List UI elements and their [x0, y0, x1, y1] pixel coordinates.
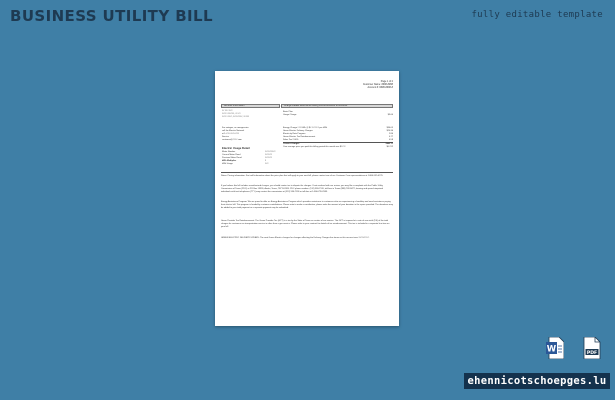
page-subtitle: fully editable template — [471, 10, 603, 20]
svg-text:W: W — [546, 344, 557, 355]
charge-row-4-value: 0.77 — [388, 136, 393, 138]
paragraph-dispute: If you believe this bill includes unauthorized charges, you should contact us to dispute the charges. If not resolved with our review, you may file a complaint with the Public Utility Commission of Texas (PUC) at PO Box 13326, Austin, Texas, 78711-3326. PUC phone number: (512) 936-7120, toll-free in Texas (888) 782-8477; hearing and speech-impaired individuals with text telephones (TTY) may contact the commission at (512) 936-7136 or toll-free at 1-800-735-2989. — [221, 185, 383, 193]
usage-value-2: ###### — [265, 154, 272, 156]
usage-value-3: ###### — [265, 157, 272, 159]
usage-title: Electric Usage Detail — [222, 146, 250, 150]
usage-label-2: Current Meter Read — [222, 154, 241, 156]
usage-label-4: kWh Multiplier — [222, 160, 237, 162]
account-line-2: #### ######, ## ## — [222, 113, 241, 115]
charge-row-4-label: Green Electric Tax Reimbursement — [283, 136, 316, 138]
usage-label-5: kWh Usage — [222, 163, 233, 165]
charge-details-header: Charge Details ####-##-## Billing Period ##/##/## to ##/##/## — [281, 104, 393, 108]
svg-text:PDF: PDF — [586, 350, 598, 356]
charge-row-1-label: Energy Charge ### kWh @ $#.###### per kWh — [283, 127, 328, 129]
charge-row-3-label: Electricity Rate Program — [283, 133, 306, 135]
pdf-document-icon[interactable] — [583, 337, 601, 359]
contact-line-2: call the Electric Network — [222, 130, 245, 132]
contact-line-1: For outages, or emergencies — [222, 127, 249, 129]
current-charges-value: $462.11 — [385, 143, 393, 145]
usage-value-1: ######### — [265, 151, 276, 153]
contact-line-5: customer@####.com — [222, 139, 242, 141]
average-price-value: $0.212 — [386, 146, 393, 148]
charge-row-3-value: 2.86 — [388, 133, 393, 135]
usage-label-1: Meter Number — [222, 151, 236, 153]
usage-value-5: ### — [265, 163, 269, 165]
account-line-1: ## ### ### — [222, 110, 233, 112]
charge-row-2-label: Green Electric Delivery Charges — [283, 130, 313, 132]
charge-row-5-label: Sales Tax 2.00% — [283, 139, 299, 141]
charge-row-5-value: 0.58 — [388, 139, 393, 141]
charge-row-1-value: $34.05 — [386, 127, 393, 129]
usage-label-3: Previous Meter Read — [222, 157, 242, 159]
page-info-2: Customer Name: ####-#### — [362, 83, 393, 86]
current-charges-label: Current Charges — [283, 143, 300, 145]
paragraph-assistance: Energy Assistance Program: We are proud to offer an Energy Assistance Program which provides assistance to customers who are experiencing a hardship and need assistance paying their electric bill. This program is funded by customer contributions. Please note to make a contribution, please write the amount of your donation in the space provided. The donations may be added to your total payment or a separate payment may be submitted. — [221, 201, 393, 209]
page-title: BUSINESS UTILITY BILL — [10, 7, 213, 25]
page-info-1: Page 1 of 2 — [380, 80, 393, 83]
charge-basic-label: Basic Plan — [283, 111, 293, 113]
watermark-badge: ehennicotschoepges.lu — [464, 373, 610, 389]
paragraph-rates: Rates: Pricing information: For tariff information about the price plan that will apply to your next bill, please contact one of our Customer Care representatives at 1-800-555-4776. — [221, 175, 384, 177]
word-document-icon[interactable] — [546, 337, 564, 359]
paragraph-delivery-update: GREEN ELECTRIC DELIVERY UPDATE: The next Green Electric charges for changes affecting the Delivery Charges line items on this account was ##/##/####. — [221, 237, 370, 239]
charge-usage-value: $3.60 — [387, 114, 393, 116]
account-info-header: Account Information — [221, 104, 280, 108]
contact-line-4: Service — [222, 136, 229, 138]
bill-document — [215, 71, 399, 326]
paragraph-tax: Green Provider Tax Reimbursement: The Green Provider Tax (GPT) is a tax by the State of Texas on certain of our monies. The GPT is imposed at a rate of one-sixth (1/6) of the total charges for customers on transportation service in other than a gas service. Please refer to your contract for details of tax reimbursement. This tax is included in a separate line item on your bill. — [221, 220, 390, 228]
charge-row-2-value: $20.36 — [386, 130, 393, 132]
page-info-3: Account #: ####-####-# — [367, 86, 393, 89]
account-line-3: #### ####, ########, ##### — [222, 116, 250, 118]
average-price-label: Your average price you paid this billing period this month was $#### — [283, 146, 346, 148]
charge-usage-label: Usage Charge — [283, 114, 297, 116]
usage-value-4: 1 — [265, 160, 267, 162]
contact-line-3: at 1-###-###-#### — [222, 133, 240, 135]
